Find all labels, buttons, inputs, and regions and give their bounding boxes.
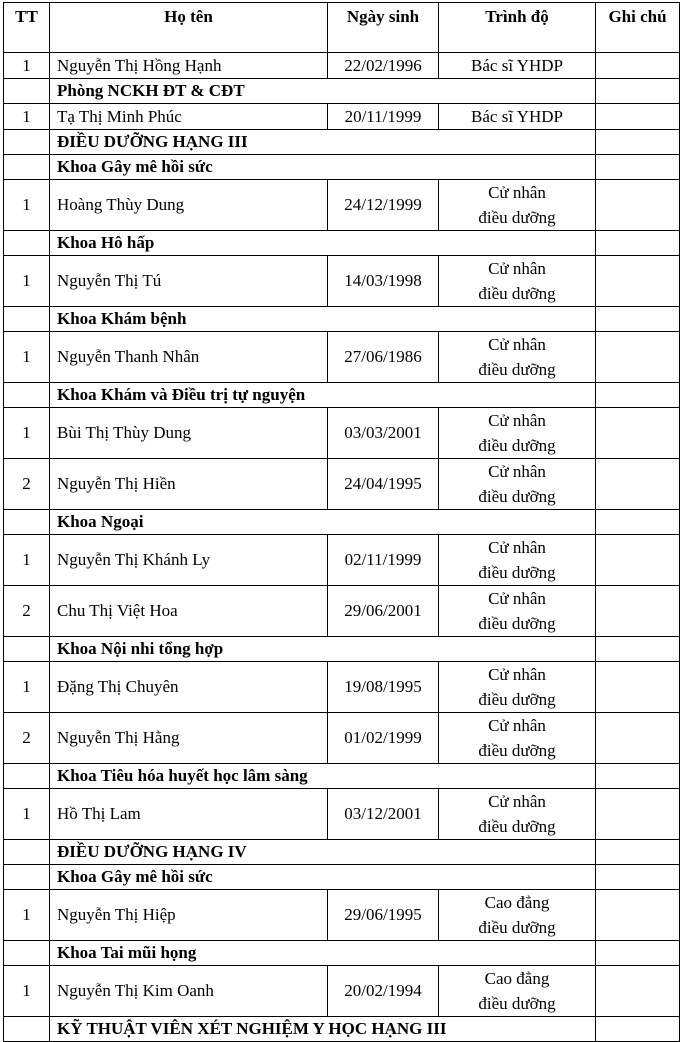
group-note-cell [596,637,680,662]
row-level [439,586,596,637]
row-level-line: Cử nhân [488,462,546,481]
row-name: Nguyễn Thị Hằng [50,713,328,764]
row-note [596,408,680,459]
row-level-line: Cao đẳng [484,969,550,988]
row-dob: 03/12/2001 [328,789,439,840]
row-dob: 24/04/1995 [328,459,439,510]
group-label: Khoa Nội nhi tổng hợp [50,637,596,662]
group-label: Khoa Gây mê hồi sức [50,865,596,890]
row-tt: 2 [4,586,50,637]
group-header-row [4,155,680,180]
table-row [4,104,680,130]
row-level-line: điều dưỡng [478,994,556,1013]
row-tt: 1 [4,104,50,130]
table-row [4,713,680,764]
table-row [4,408,680,459]
group-label: Khoa Khám và Điều trị tự nguyện [50,383,596,408]
row-level [439,789,596,840]
group-note-cell [596,307,680,332]
row-level [439,713,596,764]
table-row [4,332,680,383]
row-level-line: điều dưỡng [478,817,556,836]
row-level-line: Cử nhân [488,538,546,557]
group-note-cell [596,231,680,256]
header-row [4,3,680,53]
row-name: Chu Thị Việt Hoa [50,586,328,637]
group-tt-cell [4,865,50,890]
table-row [4,53,680,79]
group-note-cell [596,79,680,104]
row-note [596,966,680,1017]
group-note-cell [596,764,680,789]
group-header-row [4,231,680,256]
group-tt-cell [4,840,50,865]
row-tt: 1 [4,332,50,383]
group-tt-cell [4,307,50,332]
row-tt: 1 [4,966,50,1017]
row-level [439,966,596,1017]
row-level [439,408,596,459]
table-row [4,966,680,1017]
row-level [439,104,596,130]
row-dob: 14/03/1998 [328,256,439,307]
row-name: Nguyễn Thị Hiệp [50,890,328,941]
group-header-row [4,1017,680,1042]
table-row [4,256,680,307]
row-tt: 1 [4,53,50,79]
group-tt-cell [4,510,50,535]
row-level-line: Cử nhân [488,183,546,202]
row-note [596,890,680,941]
row-tt: 1 [4,890,50,941]
group-note-cell [596,130,680,155]
row-name: Tạ Thị Minh Phúc [50,104,328,130]
row-dob: 19/08/1995 [328,662,439,713]
row-dob: 27/06/1986 [328,332,439,383]
group-header-row [4,637,680,662]
row-level [439,332,596,383]
group-header-row [4,840,680,865]
group-tt-cell [4,155,50,180]
row-name: Đặng Thị Chuyên [50,662,328,713]
row-note [596,180,680,231]
row-note [596,459,680,510]
group-header-row [4,941,680,966]
row-name: Hoàng Thùy Dung [50,180,328,231]
group-header-row [4,79,680,104]
group-tt-cell [4,764,50,789]
group-note-cell [596,865,680,890]
row-level-line: Cử nhân [488,335,546,354]
row-dob: 29/06/2001 [328,586,439,637]
group-label: Khoa Tiêu hóa huyết học lâm sàng [50,764,596,789]
row-dob: 29/06/1995 [328,890,439,941]
row-dob: 20/11/1999 [328,104,439,130]
group-label: Phòng NCKH ĐT & CĐT [50,79,596,104]
row-level [439,662,596,713]
row-name: Nguyễn Thị Hiền [50,459,328,510]
table-row [4,535,680,586]
group-header-row [4,383,680,408]
group-label: Khoa Ngoại [50,510,596,535]
row-dob: 02/11/1999 [328,535,439,586]
row-level-line: Cử nhân [488,792,546,811]
header-name: Họ tên [50,3,328,53]
row-level-line: điều dưỡng [478,487,556,506]
row-level-line: Cử nhân [488,259,546,278]
table-row [4,459,680,510]
group-note-cell [596,510,680,535]
row-note [596,53,680,79]
group-note-cell [596,383,680,408]
row-level [439,535,596,586]
row-level-line: Cử nhân [488,589,546,608]
row-note [596,256,680,307]
group-tt-cell [4,231,50,256]
row-level-line: điều dưỡng [478,690,556,709]
row-tt: 1 [4,256,50,307]
group-header-row [4,307,680,332]
row-tt: 1 [4,180,50,231]
group-header-row [4,764,680,789]
group-note-cell [596,941,680,966]
row-level-line: Bác sĩ YHDP [471,56,563,75]
row-tt: 2 [4,459,50,510]
row-level-line: điều dưỡng [478,563,556,582]
group-tt-cell [4,637,50,662]
group-header-row [4,130,680,155]
header-note: Ghi chú [596,3,680,53]
table-header [4,3,680,53]
header-tt: TT [4,3,50,53]
group-label: Khoa Tai mũi họng [50,941,596,966]
row-name: Nguyễn Thị Kim Oanh [50,966,328,1017]
header-dob: Ngày sinh [328,3,439,53]
staff-table [3,2,680,1042]
group-tt-cell [4,130,50,155]
table-row [4,662,680,713]
row-dob: 22/02/1996 [328,53,439,79]
table-row [4,789,680,840]
row-level-line: điều dưỡng [478,208,556,227]
row-level [439,459,596,510]
group-label: Khoa Gây mê hồi sức [50,155,596,180]
row-note [596,586,680,637]
row-name: Hồ Thị Lam [50,789,328,840]
row-tt: 1 [4,535,50,586]
group-tt-cell [4,383,50,408]
row-dob: 20/02/1994 [328,966,439,1017]
row-dob: 01/02/1999 [328,713,439,764]
row-level-line: Cử nhân [488,665,546,684]
row-note [596,332,680,383]
group-tt-cell [4,79,50,104]
row-name: Bùi Thị Thùy Dung [50,408,328,459]
row-dob: 24/12/1999 [328,180,439,231]
row-note [596,662,680,713]
group-label: Khoa Khám bệnh [50,307,596,332]
row-note [596,535,680,586]
group-label: ĐIỀU DƯỠNG HẠNG III [50,130,596,155]
row-dob: 03/03/2001 [328,408,439,459]
row-level [439,256,596,307]
row-level-line: điều dưỡng [478,918,556,937]
row-level-line: điều dưỡng [478,436,556,455]
row-level-line: Cao đẳng [484,893,550,912]
group-note-cell [596,840,680,865]
row-note [596,713,680,764]
row-name: Nguyễn Thị Khánh Ly [50,535,328,586]
row-tt: 1 [4,408,50,459]
header-level: Trình độ [439,3,596,53]
row-name: Nguyễn Thị Hồng Hạnh [50,53,328,79]
row-note [596,104,680,130]
group-note-cell [596,1017,680,1042]
row-level-line: điều dưỡng [478,360,556,379]
row-name: Nguyễn Thị Tú [50,256,328,307]
group-tt-cell [4,1017,50,1042]
group-note-cell [596,155,680,180]
row-tt: 1 [4,662,50,713]
group-header-row [4,510,680,535]
group-label: KỸ THUẬT VIÊN XÉT NGHIỆM Y HỌC HẠNG III [50,1017,596,1042]
row-level [439,180,596,231]
row-level-line: Cử nhân [488,411,546,430]
row-tt: 2 [4,713,50,764]
table-row [4,180,680,231]
row-level-line: điều dưỡng [478,614,556,633]
row-name: Nguyễn Thanh Nhân [50,332,328,383]
table-body [4,53,680,1042]
row-level-line: điều dưỡng [478,284,556,303]
row-note [596,789,680,840]
group-label: ĐIỀU DƯỠNG HẠNG IV [50,840,596,865]
table-row [4,586,680,637]
row-level-line: Cử nhân [488,716,546,735]
row-tt: 1 [4,789,50,840]
group-tt-cell [4,941,50,966]
row-level [439,53,596,79]
group-header-row [4,865,680,890]
row-level-line: điều dưỡng [478,741,556,760]
group-label: Khoa Hô hấp [50,231,596,256]
row-level [439,890,596,941]
table-row [4,890,680,941]
row-level-line: Bác sĩ YHDP [471,107,563,126]
